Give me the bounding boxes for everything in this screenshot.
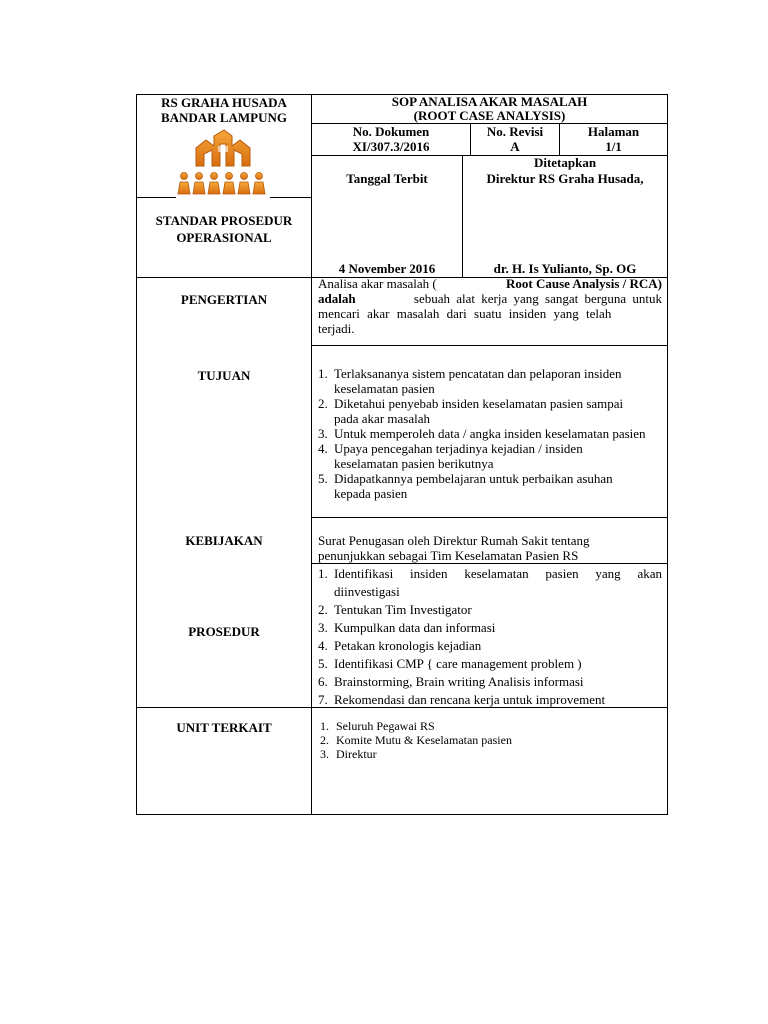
hospital-name-line2: BANDAR LAMPUNG	[160, 110, 288, 125]
tujuan-label: TUJUAN	[197, 368, 251, 383]
kebijakan-line2: penunjukkan sebagai Tim Keselamatan Pasien RS	[318, 548, 579, 563]
unit-item: 1. Seluruh Pegawai RS	[320, 719, 435, 733]
pengertian-line1-start: Analisa akar masalah (	[318, 276, 437, 291]
tujuan-divider	[311, 517, 668, 518]
kebijakan-text	[318, 533, 662, 563]
kebijakan-divider	[311, 563, 668, 564]
pengertian-line3: mencari akar masalah dari suatu insiden yang telah	[318, 306, 612, 321]
tujuan-list	[318, 366, 648, 501]
page-cell	[560, 124, 667, 154]
pengertian-line4: terjadi.	[318, 321, 355, 336]
sop-type	[137, 212, 311, 246]
page-label: Halaman	[587, 124, 640, 139]
pengertian-line2-rest: sebuah alat kerja yang sangat berguna untuk	[413, 291, 662, 306]
tujuan-item: 3. Untuk memperoleh data / angka insiden keselamatan pasien	[318, 426, 646, 441]
issue-date-value: 4 November 2016	[338, 261, 436, 276]
table-border-bottom	[136, 814, 668, 815]
approver-title: Direktur RS Graha Husada,	[486, 171, 644, 186]
tujuan-item: 2. Diketahui penyebab insiden keselamatan pasien sampai pada akar masalah	[318, 396, 624, 426]
pengertian-text	[318, 276, 662, 336]
doc-number-value: XI/307.3/2016	[352, 139, 430, 154]
revision-label: No. Revisi	[486, 124, 544, 139]
revision-cell	[471, 124, 559, 154]
document-title-line2: (ROOT CASE ANALYSIS)	[413, 108, 566, 123]
pengertian-rca-term: Root Cause Analysis / RCA)	[505, 276, 662, 291]
prosedur-item: 1. Identifikasi insiden keselamatan pasien yang akan diinvestigasi	[318, 566, 662, 599]
pengertian-adalah: adalah	[318, 291, 356, 306]
kebijakan-line1: Surat Penugasan oleh Direktur Rumah Sakit tentang	[318, 533, 590, 548]
document-title-line1: SOP ANALISA AKAR MASALAH	[391, 94, 588, 109]
sop-type-line1: STANDAR PROSEDUR	[155, 213, 293, 228]
tujuan-item: 5. Didapatkannya pembelajaran untuk perbaikan asuhan kepada pasien	[318, 471, 613, 501]
logo-sop-divider	[136, 197, 176, 198]
graha-husada-logo-icon	[174, 126, 272, 198]
doc-number-label: No. Dokumen	[352, 124, 430, 139]
document-title	[312, 95, 667, 123]
pengertian-divider	[311, 345, 668, 346]
page-value: 1/1	[605, 139, 622, 154]
prosedur-item: 3. Kumpulkan data dan informasi	[318, 620, 496, 635]
prosedur-item: 6. Brainstorming, Brain writing Analisis informasi	[318, 674, 584, 689]
prosedur-label: PROSEDUR	[188, 624, 260, 639]
approver-name: dr. H. Is Yulianto, Sp. OG	[493, 261, 637, 276]
kebijakan-label: KEBIJAKAN	[185, 533, 263, 548]
approved-label: Ditetapkan	[533, 155, 597, 170]
hospital-name	[137, 95, 311, 125]
doc-number-cell	[312, 124, 470, 154]
unit-terkait-list	[320, 719, 660, 761]
prosedur-list	[318, 565, 662, 709]
prosedur-item: 2. Tentukan Tim Investigator	[318, 602, 472, 617]
unit-item: 2. Komite Mutu & Keselamatan pasien	[320, 733, 512, 747]
logo-sop-divider-right	[270, 197, 311, 198]
unit-terkait-label: UNIT TERKAIT	[176, 720, 272, 735]
unit-item: 3. Direktur	[320, 747, 377, 761]
prosedur-item: 5. Identifikasi CMP { care management problem )	[318, 656, 582, 671]
hospital-name-line1: RS GRAHA HUSADA	[161, 95, 287, 110]
prosedur-item: 7. Rekomendasi dan rencana kerja untuk improvement	[318, 692, 606, 707]
issue-date-label: Tanggal Terbit	[346, 171, 428, 186]
tujuan-item: 4. Upaya pencegahan terjadinya kejadian / insiden keselamatan pasien berikutnya	[318, 441, 583, 471]
revision-value: A	[510, 139, 520, 154]
sop-type-line2: OPERASIONAL	[176, 230, 272, 245]
pengertian-label: PENGERTIAN	[180, 292, 268, 307]
tujuan-item: 1. Terlaksananya sistem pencatatan dan pelaporan insiden keselamatan pasien	[318, 366, 622, 396]
prosedur-item: 4. Petakan kronologis kejadian	[318, 638, 482, 653]
